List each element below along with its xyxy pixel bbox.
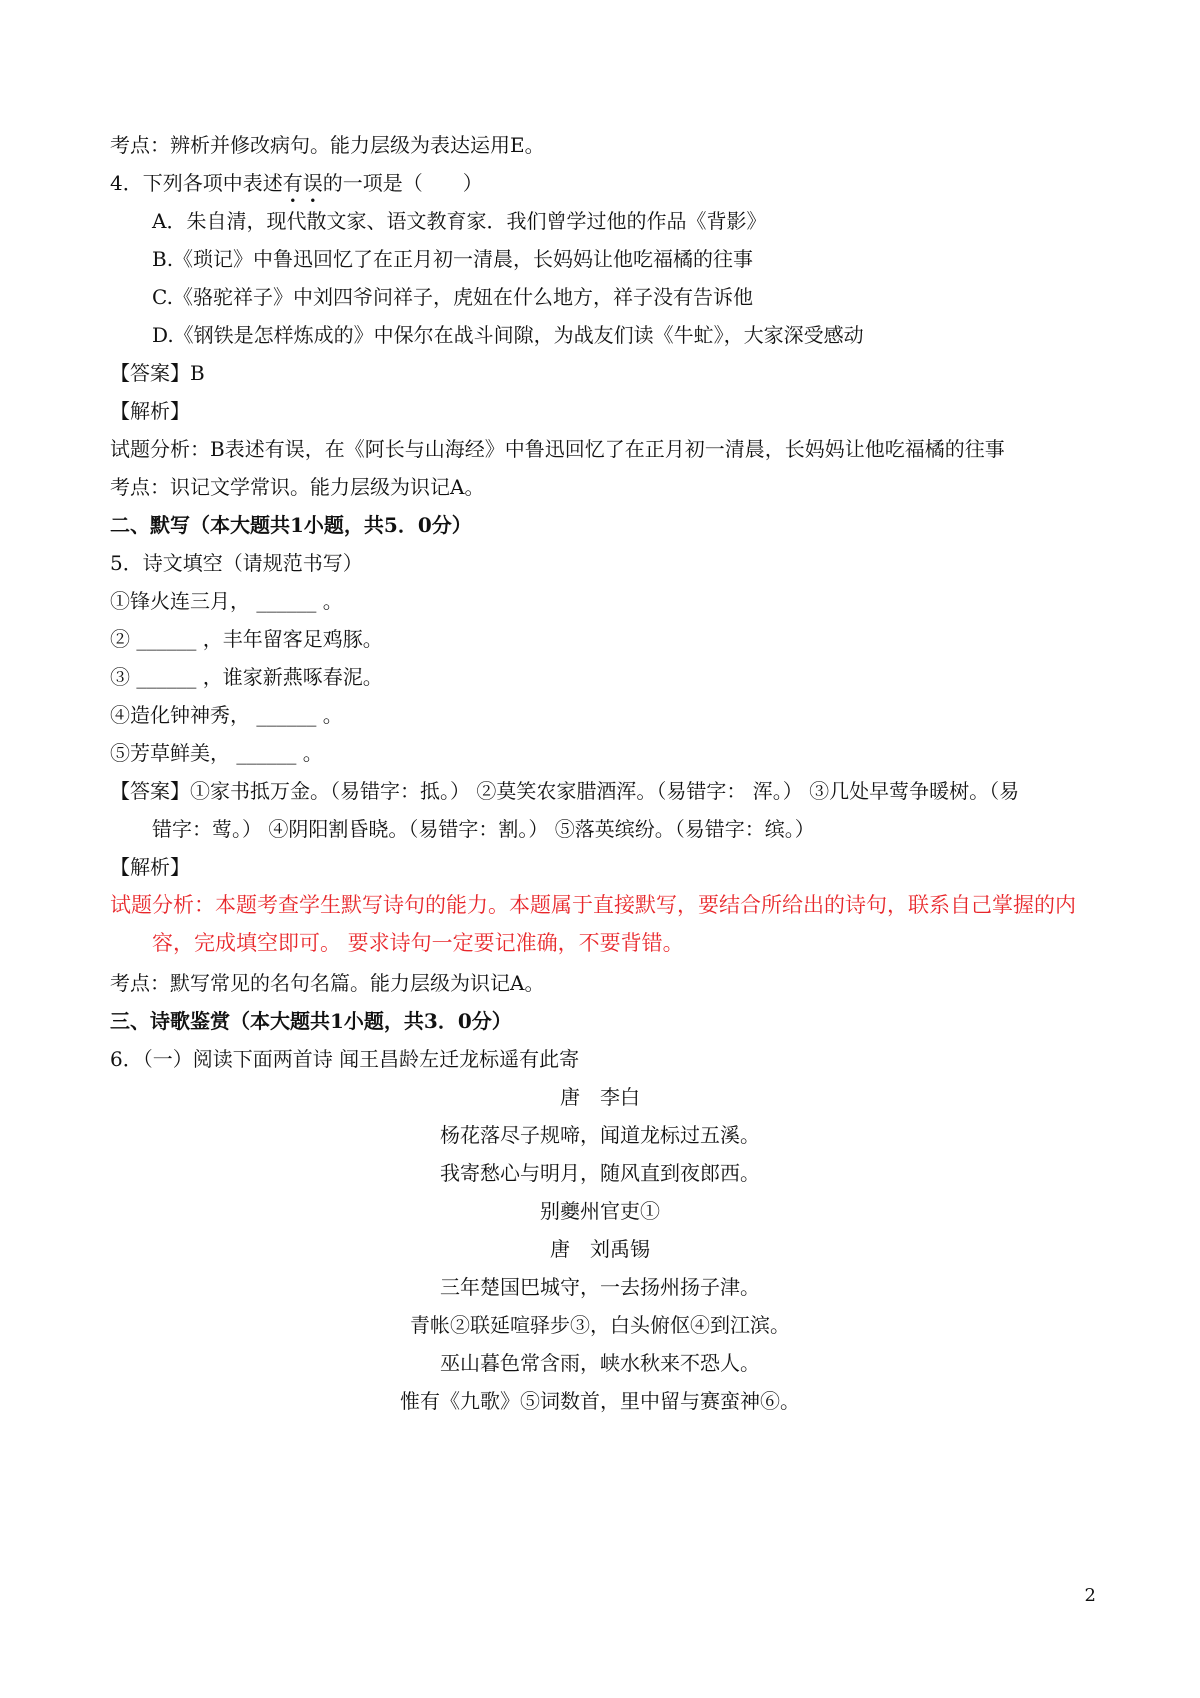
emphasis-char: 有 [282,171,303,195]
answer-text-continued: 错字：莺。） ④阴阳割昏晓。（易错字：割。） ⑤落英缤纷。（易错字：缤。） [152,817,815,841]
page-number: 2 [1084,1585,1096,1606]
option-b: B.《琐记》中鲁迅回忆了在正月初一清晨，长妈妈让他吃福橘的往事 [152,247,754,271]
poem-line: 三年楚国巴城守，一去扬州扬子津。 [440,1275,760,1299]
blank-item: ⑤芳草鲜美， ______ 。 [110,741,323,765]
question-4-stem [110,169,483,197]
poem-title: 别夔州官吏① [540,1199,660,1223]
analysis-text: 试题分析：B表述有误，在《阿长与山海经》中鲁迅回忆了在正月初一清晨，长妈妈让他吃福橘的往事 [110,437,1005,461]
question-4-stem-post: 的一项是（ ） [322,171,483,195]
kaodian-line: 考点：默写常见的名句名篇。能力层级为识记A。 [110,971,545,995]
section-heading: 二、默写（本大题共1小题，共5．0分） [110,513,472,537]
blank-item: ② ______ ，丰年留客足鸡豚。 [110,627,383,651]
poem-line: 惟有《九歌》⑤词数首，里中留与赛蛮神⑥。 [400,1389,800,1413]
blank-item: ④造化钟神秀， ______ 。 [110,703,343,727]
poem-line: 青帐②联延喧驿步③，白头俯伛④到江滨。 [410,1313,790,1337]
answer-text: 【答案】①家书抵万金。（易错字：抵。） ②莫笑农家腊酒浑。（易错字： 浑。） ③几处早莺争暖树。（易 [110,779,1020,803]
blank-item: ①锋火连三月， ______ 。 [110,589,343,613]
blank-item: ③ ______ ，谁家新燕啄春泥。 [110,665,383,689]
question-5-stem: 5．诗文填空（请规范书写） [110,551,363,575]
poem-line: 杨花落尽子规啼，闻道龙标过五溪。 [440,1123,760,1147]
section-heading: 三、诗歌鉴赏（本大题共1小题，共3．0分） [110,1009,512,1033]
kaodian-line: 考点：识记文学常识。能力层级为识记A。 [110,475,485,499]
question-4-stem-pre: 4．下列各项中表述 [110,171,283,195]
option-c: C.《骆驼祥子》中刘四爷问祥子，虎妞在什么地方，祥子没有告诉他 [152,285,753,309]
kaodian-line: 考点：辨析并修改病句。能力层级为表达运用E。 [110,133,545,157]
analysis-label: 【解析】 [110,399,190,423]
question-6-stem: 6．（一）阅读下面两首诗 闻王昌龄左迁龙标遥有此寄 [110,1047,580,1071]
analysis-label: 【解析】 [110,855,190,879]
poem-author: 唐 刘禹锡 [550,1237,650,1261]
emphasis-char: 误 [302,171,323,195]
poem-author: 唐 李白 [560,1085,640,1109]
option-d: D.《钢铁是怎样炼成的》中保尔在战斗间隙，为战友们读《牛虻》，大家深受感动 [152,323,864,347]
analysis-text-red-continued: 容，完成填空即可。 要求诗句一定要记准确，不要背错。 [152,931,684,955]
option-a: A．朱自清，现代散文家、语文教育家．我们曾学过他的作品《背影》 [152,209,767,233]
answer-label: 【答案】B [110,361,205,385]
poem-line: 我寄愁心与明月，随风直到夜郎西。 [440,1161,760,1185]
analysis-text-red: 试题分析：本题考查学生默写诗句的能力。本题属于直接默写，要结合所给出的诗句，联系自己掌握的内 [110,893,1076,917]
poem-line: 巫山暮色常含雨，峡水秋来不恐人。 [440,1351,760,1375]
